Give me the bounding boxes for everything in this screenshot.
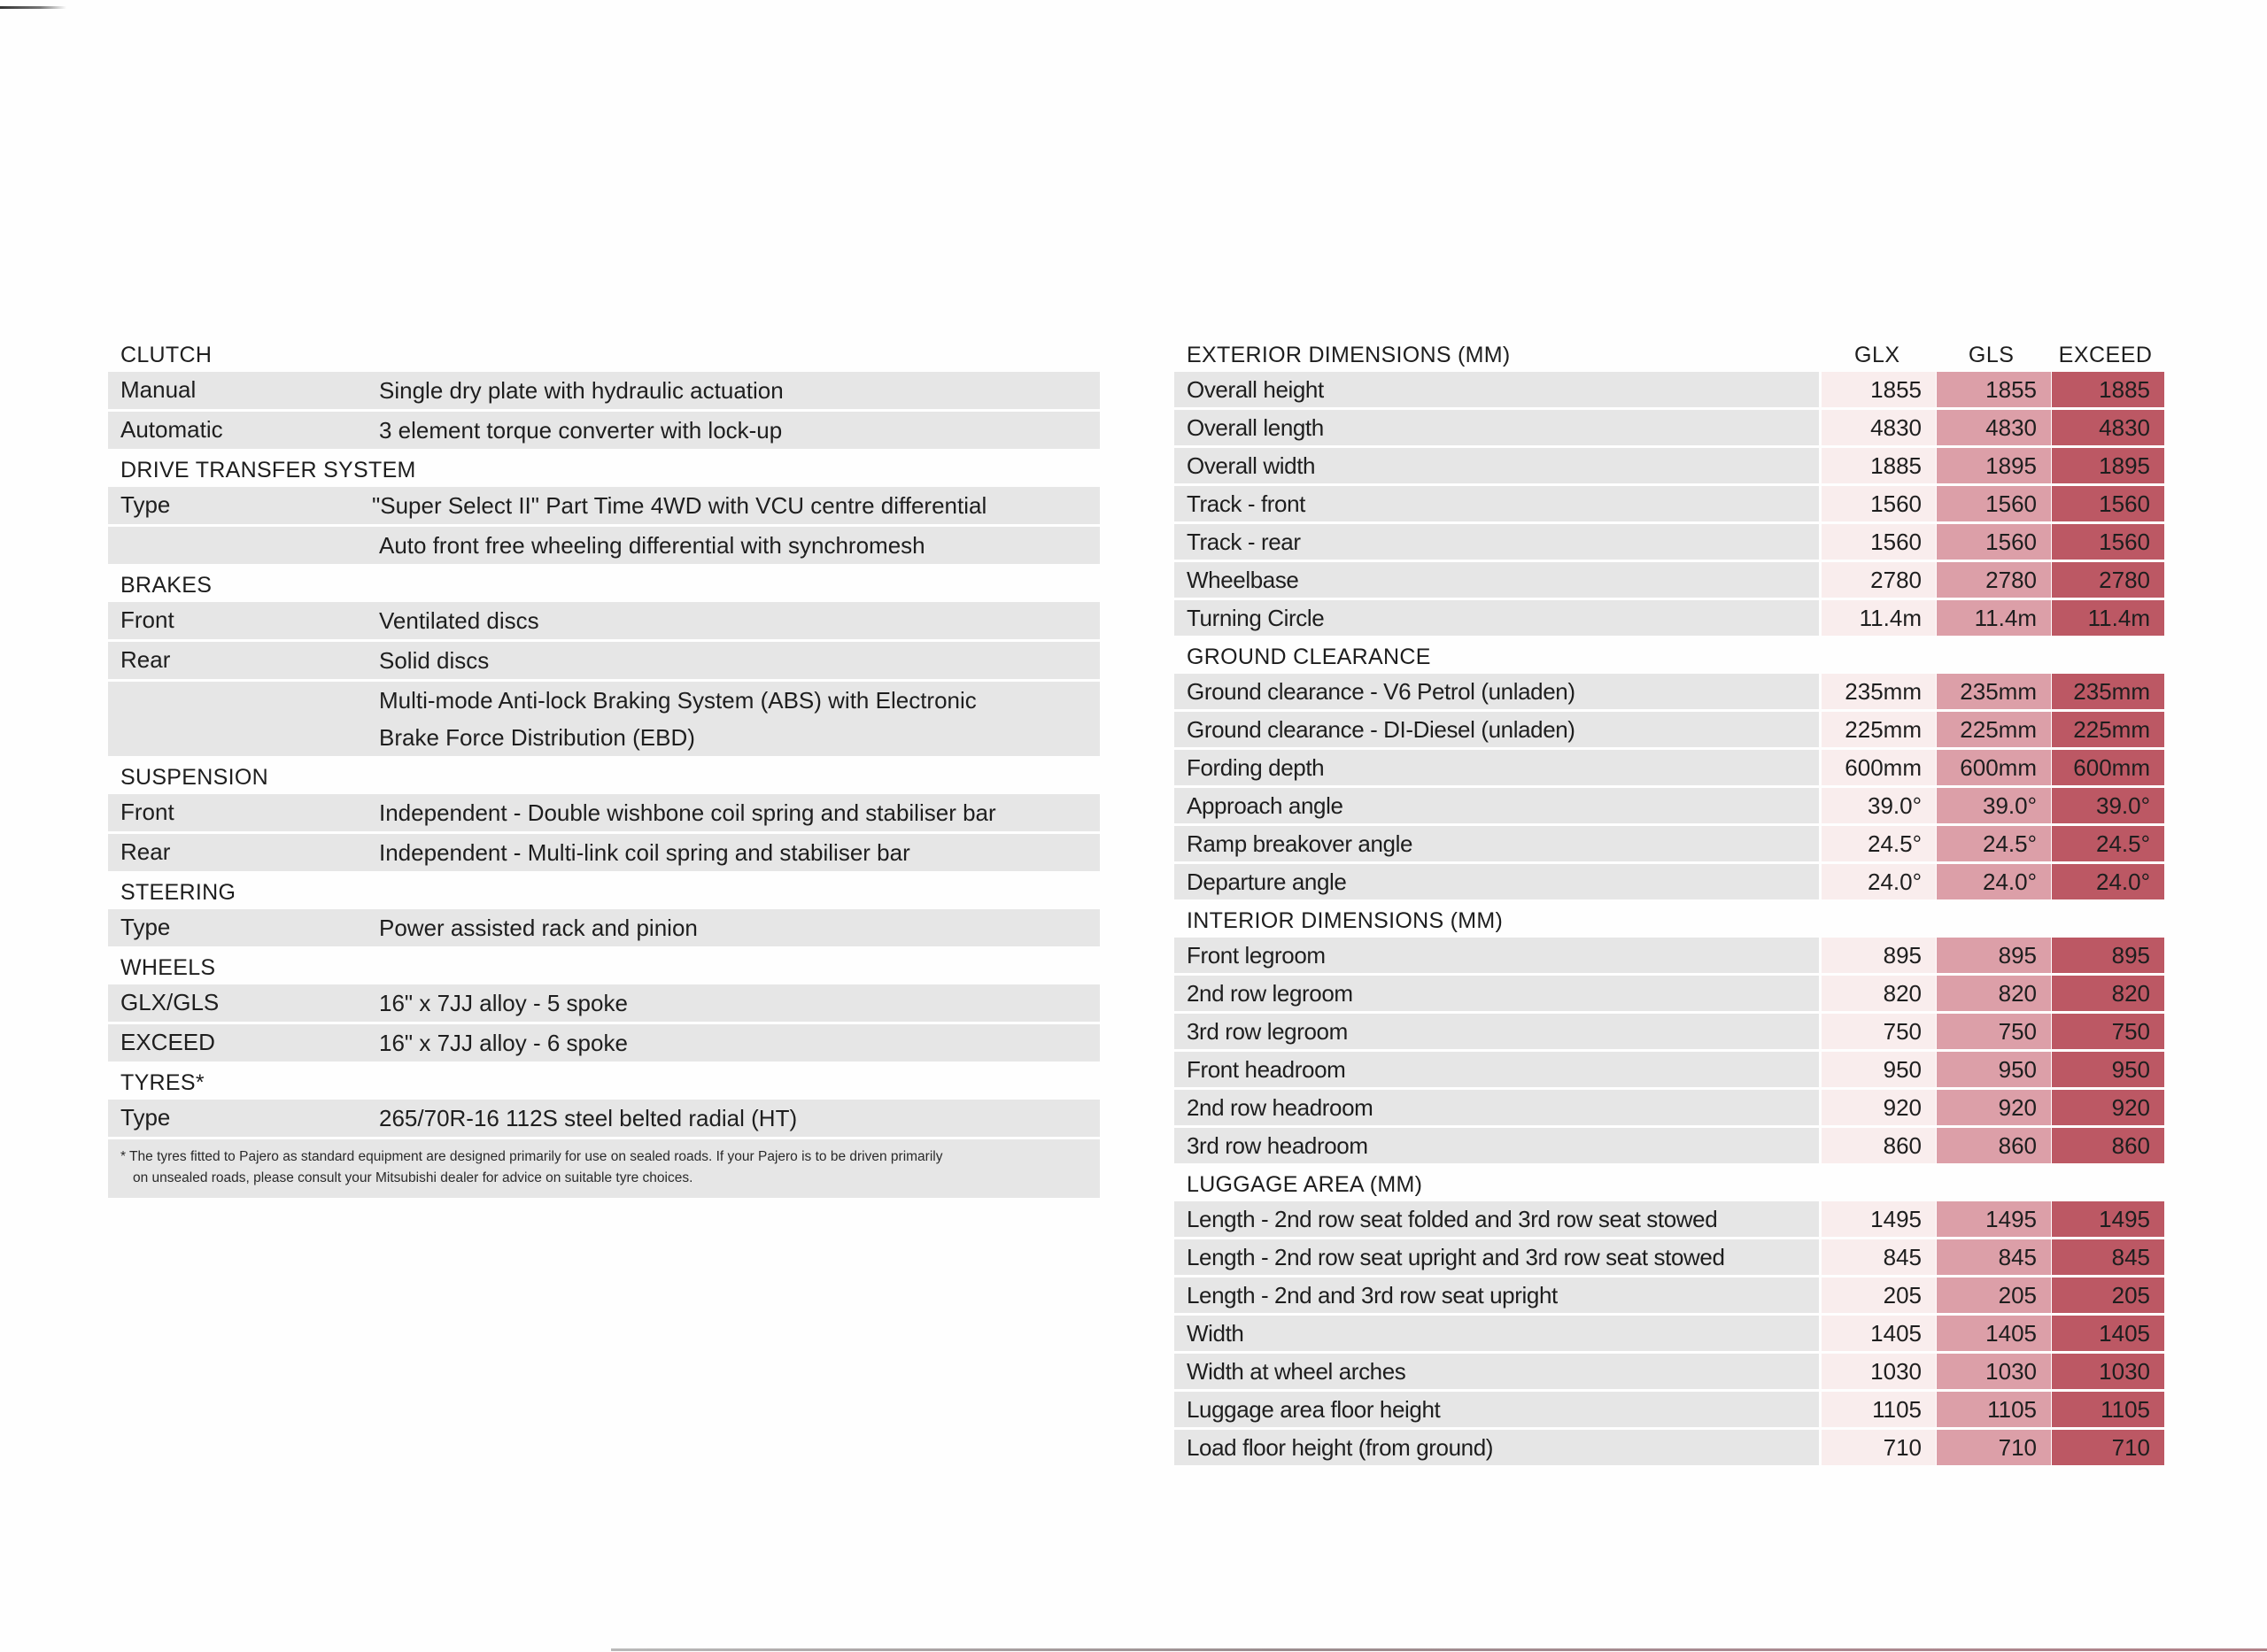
- value-exceed: 860: [2052, 1128, 2164, 1163]
- spec-row: [108, 527, 1100, 564]
- dimension-row: [1174, 1392, 2163, 1427]
- value-gls: 1895: [1937, 448, 2051, 483]
- spec-value-line: Ventilated discs: [379, 607, 539, 634]
- value-exceed: 39.0°: [2052, 788, 2164, 823]
- dimension-row: [1174, 600, 2163, 636]
- dimension-row: [1174, 1354, 2163, 1389]
- value-glx: 1560: [1822, 524, 1936, 560]
- value-glx: 895: [1822, 938, 1936, 973]
- section-title: TYRES*: [120, 1070, 205, 1095]
- column-header-exceed: EXCEED: [2058, 343, 2153, 367]
- dimension-row: [1174, 524, 2163, 560]
- value-exceed: 1895: [2052, 448, 2164, 483]
- value-glx: 1105: [1822, 1392, 1936, 1427]
- spec-value-line: 16" x 7JJ alloy - 5 spoke: [379, 990, 628, 1016]
- dimension-row: [1174, 938, 2163, 973]
- value-gls: 39.0°: [1937, 788, 2051, 823]
- spec-value: [365, 527, 1100, 564]
- value-glx: 710: [1822, 1430, 1936, 1465]
- spec-row: [108, 984, 1100, 1022]
- section-title: GROUND CLEARANCE: [1187, 645, 1431, 669]
- value-gls: 205: [1937, 1278, 2051, 1313]
- spec-row: [108, 682, 1100, 756]
- dimension-label: Length - 2nd row seat upright and 3rd row seat stowed: [1174, 1239, 1819, 1275]
- dimension-label: Ground clearance - V6 Petrol (unladen): [1174, 674, 1819, 709]
- spec-value-line: "Super Select II" Part Time 4WD with VCU centre differential: [372, 492, 987, 519]
- spec-value: [365, 412, 1100, 449]
- value-glx: 600mm: [1822, 750, 1936, 785]
- value-exceed: 1560: [2052, 524, 2164, 560]
- value-exceed: 950: [2052, 1052, 2164, 1087]
- value-glx: 1405: [1822, 1316, 1936, 1351]
- value-glx: 1030: [1822, 1354, 1936, 1389]
- dimension-row: [1174, 750, 2163, 785]
- spec-value: [365, 984, 1100, 1022]
- dimension-label: Overall width: [1174, 448, 1819, 483]
- spec-value: [365, 602, 1100, 639]
- column-header-glx: GLX: [1854, 343, 1900, 367]
- spec-label: Rear: [120, 646, 171, 673]
- spec-value: [365, 682, 1100, 756]
- spec-value-line: Independent - Double wishbone coil spring and stabiliser bar: [379, 799, 996, 826]
- dimension-row: [1174, 1201, 2163, 1237]
- spec-label: Type: [120, 914, 171, 940]
- value-exceed: 4830: [2052, 410, 2164, 445]
- value-exceed: 1405: [2052, 1316, 2164, 1351]
- spec-value: [365, 909, 1100, 946]
- value-gls: 820: [1937, 976, 2051, 1011]
- spec-row: [108, 487, 1100, 524]
- value-glx: 205: [1822, 1278, 1936, 1313]
- value-gls: 1855: [1937, 372, 2051, 407]
- dimensions-table: [1174, 336, 2163, 1468]
- value-gls: 710: [1937, 1430, 2051, 1465]
- spec-value-line: Multi-mode Anti-lock Braking System (ABS) with Electronic: [379, 687, 977, 714]
- dimension-label: 3rd row legroom: [1174, 1014, 1819, 1049]
- dimension-label: 2nd row headroom: [1174, 1090, 1819, 1125]
- dimension-label: Wheelbase: [1174, 562, 1819, 598]
- value-glx: 11.4m: [1822, 600, 1936, 636]
- dimension-row: [1174, 674, 2163, 709]
- spec-value-line: Power assisted rack and pinion: [379, 915, 698, 941]
- dimension-label: Front headroom: [1174, 1052, 1819, 1087]
- dimension-row: [1174, 372, 2163, 407]
- value-exceed: 11.4m: [2052, 600, 2164, 636]
- spec-row: [108, 1100, 1100, 1137]
- spec-value-line: 16" x 7JJ alloy - 6 spoke: [379, 1030, 628, 1056]
- spec-label: [108, 527, 365, 564]
- spec-label: Front: [120, 799, 174, 825]
- spec-row: [108, 412, 1100, 449]
- value-glx: 4830: [1822, 410, 1936, 445]
- value-gls: 1105: [1937, 1392, 2051, 1427]
- value-glx: 24.0°: [1822, 864, 1936, 899]
- value-glx: 860: [1822, 1128, 1936, 1163]
- dimension-row: [1174, 448, 2163, 483]
- value-glx: 820: [1822, 976, 1936, 1011]
- dimension-label: Turning Circle: [1174, 600, 1819, 636]
- spec-value-line: Single dry plate with hydraulic actuation: [379, 377, 784, 404]
- value-gls: 2780: [1937, 562, 2051, 598]
- value-exceed: 750: [2052, 1014, 2164, 1049]
- dimension-row: [1174, 1090, 2163, 1125]
- value-glx: 24.5°: [1822, 826, 1936, 861]
- value-gls: 225mm: [1937, 712, 2051, 747]
- spec-label: Rear: [120, 838, 171, 865]
- value-glx: 845: [1822, 1239, 1936, 1275]
- dimension-row: [1174, 486, 2163, 521]
- value-glx: 39.0°: [1822, 788, 1936, 823]
- dimension-row: [1174, 976, 2163, 1011]
- value-exceed: 1495: [2052, 1201, 2164, 1237]
- spec-value: [365, 794, 1100, 831]
- dimension-label: Luggage area floor height: [1174, 1392, 1819, 1427]
- spec-label: Type: [120, 491, 171, 518]
- value-gls: 860: [1937, 1128, 2051, 1163]
- value-exceed: 24.5°: [2052, 826, 2164, 861]
- value-exceed: 920: [2052, 1090, 2164, 1125]
- value-gls: 235mm: [1937, 674, 2051, 709]
- spec-value-line: Brake Force Distribution (EBD): [379, 724, 695, 751]
- dimension-label: Departure angle: [1174, 864, 1819, 899]
- spec-value: [365, 372, 1100, 409]
- spec-value: [365, 487, 1100, 524]
- dimension-label: Approach angle: [1174, 788, 1819, 823]
- value-gls: 950: [1937, 1052, 2051, 1087]
- value-gls: 1495: [1937, 1201, 2051, 1237]
- value-exceed: 710: [2052, 1430, 2164, 1465]
- spec-row: [108, 834, 1100, 871]
- value-exceed: 1030: [2052, 1354, 2164, 1389]
- spec-row: [108, 909, 1100, 946]
- spec-value: [365, 834, 1100, 871]
- value-glx: 1560: [1822, 486, 1936, 521]
- dimension-row: [1174, 826, 2163, 861]
- dimension-label: 2nd row legroom: [1174, 976, 1819, 1011]
- dimension-row: [1174, 1316, 2163, 1351]
- value-glx: 950: [1822, 1052, 1936, 1087]
- spec-row: [108, 794, 1100, 831]
- value-glx: 225mm: [1822, 712, 1936, 747]
- dimension-row: [1174, 1278, 2163, 1313]
- dimension-row: [1174, 1014, 2163, 1049]
- spec-value: [365, 1024, 1100, 1061]
- spec-row: [108, 1024, 1100, 1061]
- scan-bottom-edge: [611, 1648, 2267, 1651]
- value-gls: 600mm: [1937, 750, 2051, 785]
- dimension-label: Fording depth: [1174, 750, 1819, 785]
- spec-row: [108, 372, 1100, 409]
- dimension-row: [1174, 1128, 2163, 1163]
- scan-corner-mark: [0, 6, 66, 9]
- dimension-label: Overall height: [1174, 372, 1819, 407]
- dimension-row: [1174, 1052, 2163, 1087]
- value-exceed: 1105: [2052, 1392, 2164, 1427]
- dimension-label: Ramp breakover angle: [1174, 826, 1819, 861]
- dimension-label: Track - rear: [1174, 524, 1819, 560]
- spec-value: [365, 642, 1100, 679]
- mechanical-specs-table: [108, 336, 1100, 1198]
- value-gls: 24.0°: [1937, 864, 2051, 899]
- dimension-row: [1174, 562, 2163, 598]
- spec-label: Automatic: [120, 416, 223, 443]
- dimension-label: Overall length: [1174, 410, 1819, 445]
- dimension-label: Track - front: [1174, 486, 1819, 521]
- value-exceed: 205: [2052, 1278, 2164, 1313]
- value-glx: 750: [1822, 1014, 1936, 1049]
- value-glx: 235mm: [1822, 674, 1936, 709]
- value-exceed: 820: [2052, 976, 2164, 1011]
- dimension-label: Width: [1174, 1316, 1819, 1351]
- value-gls: 750: [1937, 1014, 2051, 1049]
- dimension-label: 3rd row headroom: [1174, 1128, 1819, 1163]
- spec-value-line: Solid discs: [379, 647, 490, 674]
- spec-label: Front: [120, 606, 174, 633]
- dimensions-header-row: [1174, 336, 2163, 372]
- section-title: LUGGAGE AREA (MM): [1187, 1172, 1423, 1197]
- spec-value-line: 3 element torque converter with lock-up: [379, 417, 783, 444]
- section-title: CLUTCH: [120, 343, 213, 367]
- dimension-label: Ground clearance - DI-Diesel (unladen): [1174, 712, 1819, 747]
- section-title: INTERIOR DIMENSIONS (MM): [1187, 908, 1504, 933]
- dimensions-body: [1174, 372, 2163, 1465]
- value-gls: 845: [1937, 1239, 2051, 1275]
- spec-label: EXCEED: [120, 1029, 215, 1055]
- section-title: DRIVE TRANSFER SYSTEM: [120, 458, 416, 482]
- section-title: BRAKES: [120, 573, 213, 598]
- dimension-row: [1174, 788, 2163, 823]
- dimension-label: Load floor height (from ground): [1174, 1430, 1819, 1465]
- tyre-footnote: [108, 1139, 1100, 1198]
- section-title: EXTERIOR DIMENSIONS (MM): [1187, 343, 1511, 367]
- section-title: WHEELS: [120, 955, 216, 980]
- dimension-label: Length - 2nd and 3rd row seat upright: [1174, 1278, 1819, 1313]
- value-exceed: 235mm: [2052, 674, 2164, 709]
- spec-label: Type: [120, 1104, 171, 1131]
- value-gls: 1030: [1937, 1354, 2051, 1389]
- spec-row: [108, 642, 1100, 679]
- dimension-row: [1174, 1239, 2163, 1275]
- section-title: SUSPENSION: [120, 765, 268, 790]
- column-header-gls: GLS: [1968, 343, 2015, 367]
- dimension-label: Width at wheel arches: [1174, 1354, 1819, 1389]
- dimension-row: [1174, 1430, 2163, 1465]
- spec-label: [108, 682, 365, 756]
- spec-value-line: Auto front free wheeling differential with synchromesh: [379, 532, 925, 559]
- value-gls: 24.5°: [1937, 826, 2051, 861]
- value-exceed: 1560: [2052, 486, 2164, 521]
- spec-value-line: 265/70R-16 112S steel belted radial (HT): [379, 1105, 798, 1131]
- value-exceed: 2780: [2052, 562, 2164, 598]
- value-exceed: 845: [2052, 1239, 2164, 1275]
- value-glx: 2780: [1822, 562, 1936, 598]
- dimension-label: Length - 2nd row seat folded and 3rd row seat stowed: [1174, 1201, 1819, 1237]
- footnote-line: * The tyres fitted to Pajero as standard equipment are designed primarily for use on sealed roads. If your Pajero is to be driven primarily: [120, 1149, 943, 1164]
- dimension-row: [1174, 712, 2163, 747]
- value-exceed: 895: [2052, 938, 2164, 973]
- value-gls: 1560: [1937, 486, 2051, 521]
- value-gls: 920: [1937, 1090, 2051, 1125]
- spec-value-line: Independent - Multi-link coil spring and stabiliser bar: [379, 839, 910, 866]
- value-exceed: 1885: [2052, 372, 2164, 407]
- value-gls: 895: [1937, 938, 2051, 973]
- value-exceed: 24.0°: [2052, 864, 2164, 899]
- spec-label: GLX/GLS: [120, 989, 220, 1015]
- dimension-row: [1174, 410, 2163, 445]
- value-exceed: 600mm: [2052, 750, 2164, 785]
- value-gls: 11.4m: [1937, 600, 2051, 636]
- section-title: STEERING: [120, 880, 236, 905]
- value-gls: 1405: [1937, 1316, 2051, 1351]
- value-glx: 1855: [1822, 372, 1936, 407]
- footnote-line: on unsealed roads, please consult your Mitsubishi dealer for advice on suitable tyre choices.: [133, 1170, 693, 1185]
- spec-row: [108, 602, 1100, 639]
- dimension-row: [1174, 864, 2163, 899]
- value-glx: 1495: [1822, 1201, 1936, 1237]
- dimension-label: Front legroom: [1174, 938, 1819, 973]
- value-gls: 4830: [1937, 410, 2051, 445]
- value-glx: 920: [1822, 1090, 1936, 1125]
- spec-label: Manual: [120, 376, 197, 403]
- value-exceed: 225mm: [2052, 712, 2164, 747]
- value-gls: 1560: [1937, 524, 2051, 560]
- value-glx: 1885: [1822, 448, 1936, 483]
- spec-value: [365, 1100, 1100, 1137]
